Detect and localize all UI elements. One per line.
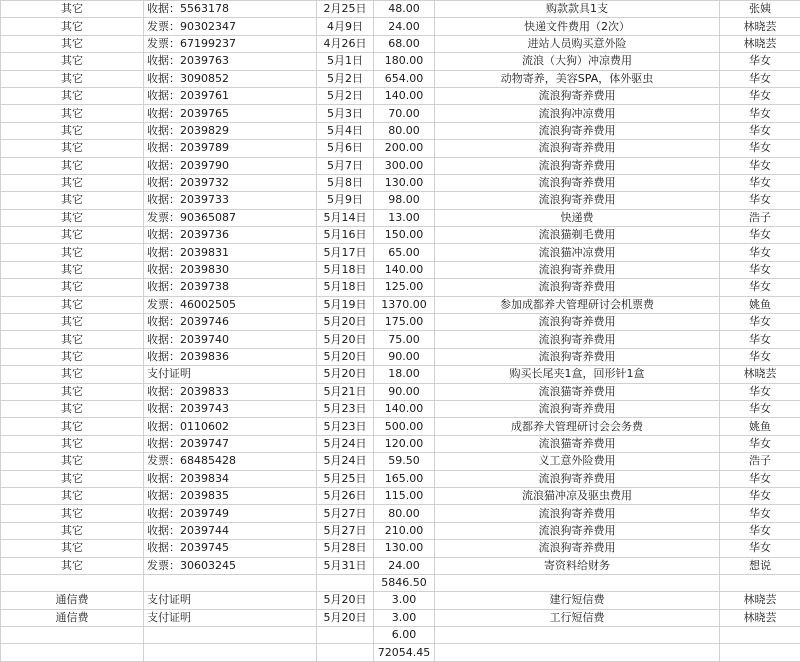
amount-cell[interactable]: 200.00 bbox=[374, 140, 435, 157]
voucher-cell[interactable]: 支付证明 bbox=[144, 366, 317, 383]
description-cell[interactable]: 流浪狗寄养费用 bbox=[435, 192, 720, 209]
description-cell[interactable]: 快递费 bbox=[435, 209, 720, 226]
person-cell[interactable]: 林晓芸 bbox=[720, 366, 800, 383]
category-cell[interactable]: 其它 bbox=[1, 505, 144, 522]
voucher-cell[interactable]: 收据：2039749 bbox=[144, 505, 317, 522]
person-cell[interactable]: 华女 bbox=[720, 53, 800, 70]
person-cell[interactable]: 华女 bbox=[720, 487, 800, 504]
table-row[interactable] bbox=[1, 174, 800, 191]
table-row[interactable] bbox=[1, 331, 800, 348]
description-cell[interactable]: 义工意外险费用 bbox=[435, 453, 720, 470]
voucher-cell[interactable]: 支付证明 bbox=[144, 609, 317, 626]
person-cell[interactable]: 华女 bbox=[720, 540, 800, 557]
date-cell[interactable]: 5月18日 bbox=[317, 279, 374, 296]
description-cell[interactable]: 流浪狗寄养费用 bbox=[435, 122, 720, 139]
category-cell[interactable]: 其它 bbox=[1, 366, 144, 383]
table-row[interactable] bbox=[1, 418, 800, 435]
amount-cell[interactable]: 80.00 bbox=[374, 505, 435, 522]
table-row[interactable] bbox=[1, 592, 800, 609]
voucher-cell[interactable]: 发票：90365087 bbox=[144, 209, 317, 226]
table-row[interactable] bbox=[1, 470, 800, 487]
category-cell[interactable]: 其它 bbox=[1, 453, 144, 470]
table-row[interactable] bbox=[1, 296, 800, 313]
person-cell[interactable]: 浩子 bbox=[720, 453, 800, 470]
amount-cell[interactable]: 3.00 bbox=[374, 592, 435, 609]
amount-cell[interactable]: 3.00 bbox=[374, 609, 435, 626]
description-cell[interactable]: 建行短信费 bbox=[435, 592, 720, 609]
category-cell[interactable]: 其它 bbox=[1, 296, 144, 313]
voucher-cell[interactable]: 收据：2039761 bbox=[144, 87, 317, 104]
voucher-cell[interactable]: 收据：2039736 bbox=[144, 227, 317, 244]
date-cell[interactable]: 5月27日 bbox=[317, 522, 374, 539]
empty-cell[interactable] bbox=[1, 644, 144, 661]
category-cell[interactable]: 其它 bbox=[1, 174, 144, 191]
voucher-cell[interactable]: 发票：90302347 bbox=[144, 18, 317, 35]
empty-cell[interactable] bbox=[1, 627, 144, 644]
description-cell[interactable]: 流浪狗寄养费用 bbox=[435, 279, 720, 296]
table-row[interactable] bbox=[1, 105, 800, 122]
voucher-cell[interactable]: 收据：2039790 bbox=[144, 157, 317, 174]
empty-cell[interactable] bbox=[1, 574, 144, 591]
empty-cell[interactable] bbox=[144, 574, 317, 591]
voucher-cell[interactable]: 收据：2039836 bbox=[144, 348, 317, 365]
table-row[interactable] bbox=[1, 453, 800, 470]
date-cell[interactable]: 5月27日 bbox=[317, 505, 374, 522]
date-cell[interactable]: 5月23日 bbox=[317, 400, 374, 417]
table-row[interactable] bbox=[1, 244, 800, 261]
person-cell[interactable]: 华女 bbox=[720, 435, 800, 452]
category-cell[interactable]: 其它 bbox=[1, 192, 144, 209]
table-row[interactable] bbox=[1, 487, 800, 504]
date-cell[interactable]: 5月21日 bbox=[317, 383, 374, 400]
date-cell[interactable]: 5月18日 bbox=[317, 261, 374, 278]
voucher-cell[interactable]: 发票：68485428 bbox=[144, 453, 317, 470]
voucher-cell[interactable]: 发票：67199237 bbox=[144, 35, 317, 52]
person-cell[interactable]: 华女 bbox=[720, 105, 800, 122]
amount-cell[interactable]: 13.00 bbox=[374, 209, 435, 226]
description-cell[interactable]: 成都养犬管理研讨会会务费 bbox=[435, 418, 720, 435]
person-cell[interactable]: 华女 bbox=[720, 314, 800, 331]
description-cell[interactable]: 流浪狗寄养费用 bbox=[435, 157, 720, 174]
category-cell[interactable]: 其它 bbox=[1, 261, 144, 278]
amount-cell[interactable]: 70.00 bbox=[374, 105, 435, 122]
voucher-cell[interactable]: 收据：2039733 bbox=[144, 192, 317, 209]
date-cell[interactable]: 5月1日 bbox=[317, 53, 374, 70]
amount-cell[interactable]: 125.00 bbox=[374, 279, 435, 296]
description-cell[interactable]: 流浪猫剃毛费用 bbox=[435, 227, 720, 244]
table-row[interactable] bbox=[1, 400, 800, 417]
category-cell[interactable]: 其它 bbox=[1, 435, 144, 452]
category-cell[interactable]: 其它 bbox=[1, 105, 144, 122]
table-row[interactable] bbox=[1, 1, 800, 18]
person-cell[interactable]: 姚鱼 bbox=[720, 296, 800, 313]
person-cell[interactable]: 华女 bbox=[720, 522, 800, 539]
voucher-cell[interactable]: 收据：2039746 bbox=[144, 314, 317, 331]
person-cell[interactable]: 华女 bbox=[720, 470, 800, 487]
category-cell[interactable]: 其它 bbox=[1, 348, 144, 365]
table-row[interactable] bbox=[1, 279, 800, 296]
table-row[interactable] bbox=[1, 53, 800, 70]
voucher-cell[interactable]: 收据：3090852 bbox=[144, 70, 317, 87]
person-cell[interactable]: 华女 bbox=[720, 192, 800, 209]
person-cell[interactable]: 华女 bbox=[720, 331, 800, 348]
voucher-cell[interactable]: 收据：2039835 bbox=[144, 487, 317, 504]
table-row[interactable] bbox=[1, 227, 800, 244]
empty-cell[interactable] bbox=[317, 644, 374, 661]
date-cell[interactable]: 5月28日 bbox=[317, 540, 374, 557]
amount-cell[interactable]: 24.00 bbox=[374, 18, 435, 35]
amount-cell[interactable]: 175.00 bbox=[374, 314, 435, 331]
category-cell[interactable]: 其它 bbox=[1, 227, 144, 244]
person-cell[interactable]: 华女 bbox=[720, 383, 800, 400]
amount-cell[interactable]: 300.00 bbox=[374, 157, 435, 174]
date-cell[interactable]: 5月23日 bbox=[317, 418, 374, 435]
amount-cell[interactable]: 18.00 bbox=[374, 366, 435, 383]
description-cell[interactable]: 工行短信费 bbox=[435, 609, 720, 626]
category-cell[interactable]: 其它 bbox=[1, 122, 144, 139]
category-cell[interactable]: 其它 bbox=[1, 400, 144, 417]
voucher-cell[interactable]: 支付证明 bbox=[144, 592, 317, 609]
person-cell[interactable]: 华女 bbox=[720, 400, 800, 417]
empty-cell[interactable] bbox=[720, 574, 800, 591]
amount-cell[interactable]: 75.00 bbox=[374, 331, 435, 348]
category-cell[interactable]: 其它 bbox=[1, 244, 144, 261]
category-cell[interactable]: 其它 bbox=[1, 279, 144, 296]
empty-cell[interactable] bbox=[144, 644, 317, 661]
description-cell[interactable]: 流浪狗寄养费用 bbox=[435, 540, 720, 557]
category-cell[interactable]: 其它 bbox=[1, 418, 144, 435]
date-cell[interactable]: 5月24日 bbox=[317, 453, 374, 470]
date-cell[interactable]: 5月31日 bbox=[317, 557, 374, 574]
description-cell[interactable]: 流浪狗寄养费用 bbox=[435, 400, 720, 417]
category-cell[interactable]: 其它 bbox=[1, 87, 144, 104]
amount-cell[interactable]: 115.00 bbox=[374, 487, 435, 504]
category-cell[interactable]: 其它 bbox=[1, 314, 144, 331]
date-cell[interactable]: 5月24日 bbox=[317, 435, 374, 452]
amount-cell[interactable]: 98.00 bbox=[374, 192, 435, 209]
date-cell[interactable]: 5月20日 bbox=[317, 592, 374, 609]
date-cell[interactable]: 5月20日 bbox=[317, 314, 374, 331]
person-cell[interactable]: 浩子 bbox=[720, 209, 800, 226]
description-cell[interactable]: 流浪狗寄养费用 bbox=[435, 522, 720, 539]
empty-cell[interactable] bbox=[435, 644, 720, 661]
amount-cell[interactable]: 150.00 bbox=[374, 227, 435, 244]
date-cell[interactable]: 5月26日 bbox=[317, 487, 374, 504]
category-cell[interactable]: 其它 bbox=[1, 487, 144, 504]
person-cell[interactable]: 华女 bbox=[720, 261, 800, 278]
description-cell[interactable]: 流浪猫寄养费用 bbox=[435, 435, 720, 452]
amount-cell[interactable]: 1370.00 bbox=[374, 296, 435, 313]
date-cell[interactable]: 5月3日 bbox=[317, 105, 374, 122]
table-row[interactable] bbox=[1, 157, 800, 174]
date-cell[interactable]: 5月2日 bbox=[317, 87, 374, 104]
amount-cell[interactable]: 90.00 bbox=[374, 348, 435, 365]
voucher-cell[interactable]: 收据：2039789 bbox=[144, 140, 317, 157]
voucher-cell[interactable]: 收据：0110602 bbox=[144, 418, 317, 435]
category-cell[interactable]: 通信费 bbox=[1, 592, 144, 609]
amount-cell[interactable]: 48.00 bbox=[374, 1, 435, 18]
voucher-cell[interactable]: 发票：30603245 bbox=[144, 557, 317, 574]
person-cell[interactable]: 张姨 bbox=[720, 1, 800, 18]
description-cell[interactable]: 流浪（大狗）冲凉费用 bbox=[435, 53, 720, 70]
date-cell[interactable]: 5月17日 bbox=[317, 244, 374, 261]
subtotal-comm-cell[interactable]: 6.00 bbox=[374, 627, 435, 644]
voucher-cell[interactable]: 收据：2039744 bbox=[144, 522, 317, 539]
amount-cell[interactable]: 140.00 bbox=[374, 87, 435, 104]
table-row[interactable] bbox=[1, 140, 800, 157]
person-cell[interactable]: 华女 bbox=[720, 244, 800, 261]
category-cell[interactable]: 其它 bbox=[1, 557, 144, 574]
date-cell[interactable]: 5月20日 bbox=[317, 348, 374, 365]
category-cell[interactable]: 其它 bbox=[1, 522, 144, 539]
voucher-cell[interactable]: 收据：5563178 bbox=[144, 1, 317, 18]
description-cell[interactable]: 流浪狗寄养费用 bbox=[435, 140, 720, 157]
date-cell[interactable]: 5月20日 bbox=[317, 331, 374, 348]
amount-cell[interactable]: 140.00 bbox=[374, 400, 435, 417]
amount-cell[interactable]: 500.00 bbox=[374, 418, 435, 435]
amount-cell[interactable]: 180.00 bbox=[374, 53, 435, 70]
description-cell[interactable]: 流浪狗寄养费用 bbox=[435, 314, 720, 331]
table-row[interactable] bbox=[1, 348, 800, 365]
empty-cell[interactable] bbox=[720, 627, 800, 644]
amount-cell[interactable]: 130.00 bbox=[374, 174, 435, 191]
category-cell[interactable]: 其它 bbox=[1, 383, 144, 400]
empty-cell[interactable] bbox=[720, 644, 800, 661]
description-cell[interactable]: 流浪狗寄养费用 bbox=[435, 174, 720, 191]
date-cell[interactable]: 5月20日 bbox=[317, 609, 374, 626]
description-cell[interactable]: 流浪狗寄养费用 bbox=[435, 470, 720, 487]
date-cell[interactable]: 5月16日 bbox=[317, 227, 374, 244]
date-cell[interactable]: 5月6日 bbox=[317, 140, 374, 157]
category-cell[interactable]: 其它 bbox=[1, 53, 144, 70]
table-row[interactable] bbox=[1, 540, 800, 557]
subtotal-other-cell[interactable]: 5846.50 bbox=[374, 574, 435, 591]
table-row[interactable] bbox=[1, 522, 800, 539]
person-cell[interactable]: 华女 bbox=[720, 122, 800, 139]
voucher-cell[interactable]: 收据：2039763 bbox=[144, 53, 317, 70]
amount-cell[interactable]: 165.00 bbox=[374, 470, 435, 487]
person-cell[interactable]: 华女 bbox=[720, 227, 800, 244]
person-cell[interactable]: 华女 bbox=[720, 348, 800, 365]
date-cell[interactable]: 5月14日 bbox=[317, 209, 374, 226]
description-cell[interactable]: 购款款具1支 bbox=[435, 1, 720, 18]
description-cell[interactable]: 流浪狗寄养费用 bbox=[435, 348, 720, 365]
date-cell[interactable]: 5月8日 bbox=[317, 174, 374, 191]
person-cell[interactable]: 姚鱼 bbox=[720, 418, 800, 435]
date-cell[interactable]: 5月25日 bbox=[317, 470, 374, 487]
date-cell[interactable]: 5月9日 bbox=[317, 192, 374, 209]
voucher-cell[interactable]: 收据：2039743 bbox=[144, 400, 317, 417]
voucher-cell[interactable]: 收据：2039738 bbox=[144, 279, 317, 296]
empty-cell[interactable] bbox=[435, 627, 720, 644]
description-cell[interactable]: 流浪猫冲凉及驱虫费用 bbox=[435, 487, 720, 504]
amount-cell[interactable]: 80.00 bbox=[374, 122, 435, 139]
voucher-cell[interactable]: 收据：2039833 bbox=[144, 383, 317, 400]
empty-cell[interactable] bbox=[435, 574, 720, 591]
person-cell[interactable]: 华女 bbox=[720, 505, 800, 522]
table-row[interactable] bbox=[1, 192, 800, 209]
description-cell[interactable]: 流浪猫寄养费用 bbox=[435, 383, 720, 400]
category-cell[interactable]: 其它 bbox=[1, 331, 144, 348]
date-cell[interactable]: 5月7日 bbox=[317, 157, 374, 174]
voucher-cell[interactable]: 收据：2039830 bbox=[144, 261, 317, 278]
amount-cell[interactable]: 130.00 bbox=[374, 540, 435, 557]
amount-cell[interactable]: 68.00 bbox=[374, 35, 435, 52]
voucher-cell[interactable]: 收据：2039765 bbox=[144, 105, 317, 122]
person-cell[interactable]: 林晓芸 bbox=[720, 592, 800, 609]
table-row[interactable] bbox=[1, 314, 800, 331]
person-cell[interactable]: 华女 bbox=[720, 140, 800, 157]
description-cell[interactable]: 寄资料给财务 bbox=[435, 557, 720, 574]
voucher-cell[interactable]: 收据：2039745 bbox=[144, 540, 317, 557]
voucher-cell[interactable]: 收据：2039831 bbox=[144, 244, 317, 261]
voucher-cell[interactable]: 收据：2039732 bbox=[144, 174, 317, 191]
person-cell[interactable]: 林晓芸 bbox=[720, 18, 800, 35]
voucher-cell[interactable]: 收据：2039834 bbox=[144, 470, 317, 487]
table-row[interactable] bbox=[1, 122, 800, 139]
table-row[interactable] bbox=[1, 87, 800, 104]
empty-cell[interactable] bbox=[144, 627, 317, 644]
table-row[interactable] bbox=[1, 505, 800, 522]
person-cell[interactable]: 华女 bbox=[720, 70, 800, 87]
amount-cell[interactable]: 90.00 bbox=[374, 383, 435, 400]
person-cell[interactable]: 华女 bbox=[720, 279, 800, 296]
category-cell[interactable]: 其它 bbox=[1, 1, 144, 18]
empty-cell[interactable] bbox=[317, 627, 374, 644]
description-cell[interactable]: 流浪狗冲凉费用 bbox=[435, 105, 720, 122]
empty-cell[interactable] bbox=[317, 574, 374, 591]
person-cell[interactable]: 林晓芸 bbox=[720, 35, 800, 52]
description-cell[interactable]: 参加成都养犬管理研讨会机票费 bbox=[435, 296, 720, 313]
category-cell[interactable]: 其它 bbox=[1, 35, 144, 52]
amount-cell[interactable]: 24.00 bbox=[374, 557, 435, 574]
table-row[interactable] bbox=[1, 18, 800, 35]
person-cell[interactable]: 华女 bbox=[720, 157, 800, 174]
date-cell[interactable]: 5月2日 bbox=[317, 70, 374, 87]
voucher-cell[interactable]: 收据：2039747 bbox=[144, 435, 317, 452]
table-row[interactable] bbox=[1, 557, 800, 574]
person-cell[interactable]: 想说 bbox=[720, 557, 800, 574]
amount-cell[interactable]: 210.00 bbox=[374, 522, 435, 539]
table-row[interactable] bbox=[1, 383, 800, 400]
amount-cell[interactable]: 120.00 bbox=[374, 435, 435, 452]
table-row[interactable] bbox=[1, 209, 800, 226]
table-row[interactable] bbox=[1, 261, 800, 278]
subtotal-comm-row[interactable] bbox=[1, 627, 800, 644]
category-cell[interactable]: 其它 bbox=[1, 470, 144, 487]
amount-cell[interactable]: 59.50 bbox=[374, 453, 435, 470]
table-row[interactable] bbox=[1, 435, 800, 452]
description-cell[interactable]: 流浪狗寄养费用 bbox=[435, 261, 720, 278]
grand-total-cell[interactable]: 72054.45 bbox=[374, 644, 435, 661]
voucher-cell[interactable]: 收据：2039740 bbox=[144, 331, 317, 348]
amount-cell[interactable]: 654.00 bbox=[374, 70, 435, 87]
person-cell[interactable]: 林晓芸 bbox=[720, 609, 800, 626]
table-row[interactable] bbox=[1, 70, 800, 87]
description-cell[interactable]: 流浪猫冲凉费用 bbox=[435, 244, 720, 261]
description-cell[interactable]: 流浪狗寄养费用 bbox=[435, 505, 720, 522]
date-cell[interactable]: 5月19日 bbox=[317, 296, 374, 313]
description-cell[interactable]: 流浪狗寄养费用 bbox=[435, 331, 720, 348]
table-row[interactable] bbox=[1, 35, 800, 52]
description-cell[interactable]: 购买长尾夹1盒，回形针1盒 bbox=[435, 366, 720, 383]
table-row[interactable] bbox=[1, 366, 800, 383]
description-cell[interactable]: 动物寄养，美容SPA，体外驱虫 bbox=[435, 70, 720, 87]
table-body bbox=[1, 1, 800, 662]
person-cell[interactable]: 华女 bbox=[720, 174, 800, 191]
date-cell[interactable]: 5月20日 bbox=[317, 366, 374, 383]
description-cell[interactable]: 流浪狗寄养费用 bbox=[435, 87, 720, 104]
grand-total-row[interactable] bbox=[1, 644, 800, 661]
description-cell[interactable]: 快递文件费用（2次） bbox=[435, 18, 720, 35]
amount-cell[interactable]: 65.00 bbox=[374, 244, 435, 261]
subtotal-other-row[interactable] bbox=[1, 574, 800, 591]
category-cell[interactable]: 其它 bbox=[1, 209, 144, 226]
date-cell[interactable]: 5月4日 bbox=[317, 122, 374, 139]
category-cell[interactable]: 其它 bbox=[1, 140, 144, 157]
date-cell[interactable]: 4月26日 bbox=[317, 35, 374, 52]
category-cell[interactable]: 其它 bbox=[1, 70, 144, 87]
date-cell[interactable]: 2月25日 bbox=[317, 1, 374, 18]
amount-cell[interactable]: 140.00 bbox=[374, 261, 435, 278]
category-cell[interactable]: 其它 bbox=[1, 18, 144, 35]
table-row[interactable] bbox=[1, 609, 800, 626]
category-cell[interactable]: 通信费 bbox=[1, 609, 144, 626]
description-cell[interactable]: 进站人员购买意外险 bbox=[435, 35, 720, 52]
voucher-cell[interactable]: 收据：2039829 bbox=[144, 122, 317, 139]
voucher-cell[interactable]: 发票：46002505 bbox=[144, 296, 317, 313]
category-cell[interactable]: 其它 bbox=[1, 157, 144, 174]
date-cell[interactable]: 4月9日 bbox=[317, 18, 374, 35]
category-cell[interactable]: 其它 bbox=[1, 540, 144, 557]
person-cell[interactable]: 华女 bbox=[720, 87, 800, 104]
